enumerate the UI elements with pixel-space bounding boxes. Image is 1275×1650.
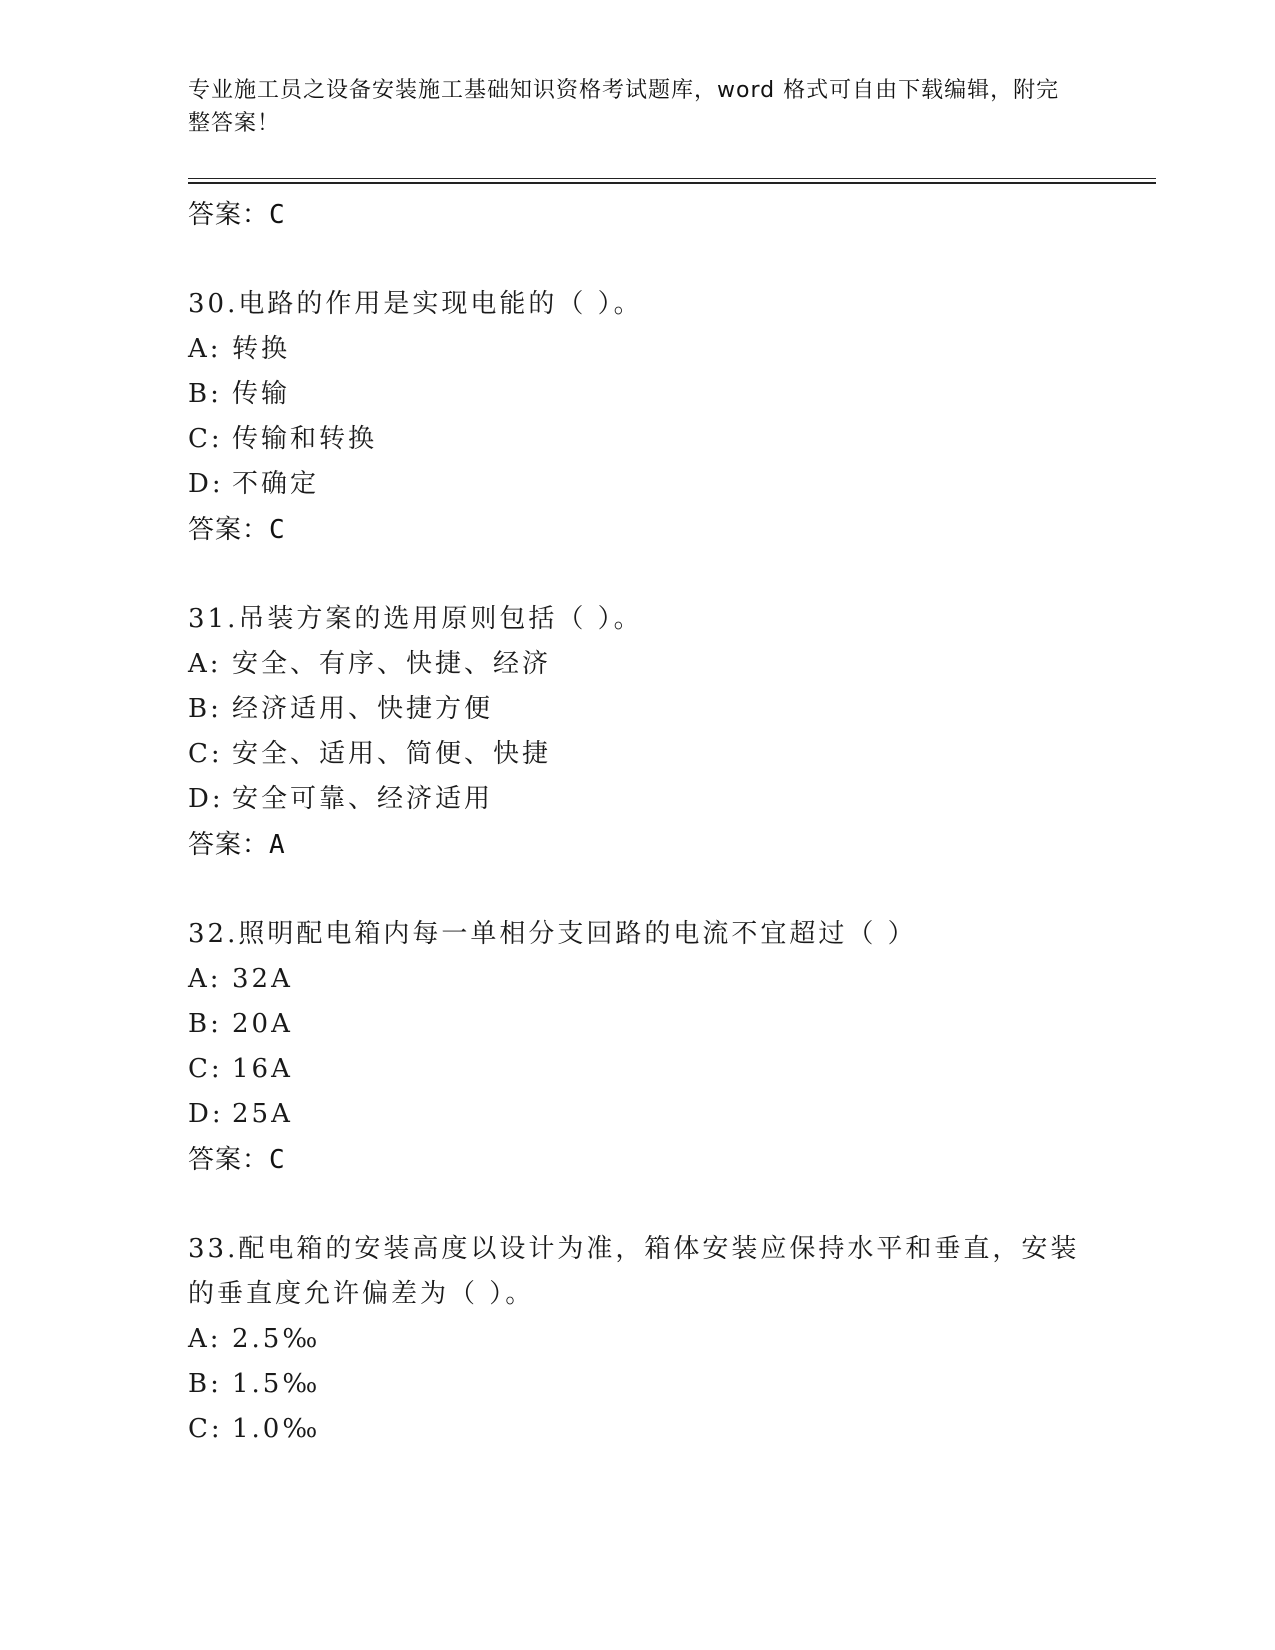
option-letter: D: <box>188 784 224 814</box>
answer-line <box>188 1137 1148 1183</box>
option-letter: D: <box>188 469 224 499</box>
answer-line <box>188 192 1148 238</box>
option-a <box>188 1317 1148 1362</box>
answer-value: C <box>269 515 286 545</box>
answer-value: A <box>269 830 286 860</box>
option-text: 20A <box>232 1009 293 1039</box>
question-stem: 32.照明配电箱内每一单相分支回路的电流不宜超过（ ） <box>188 919 917 949</box>
option-c <box>188 1407 1148 1452</box>
option-text: 2.5‰ <box>232 1324 321 1354</box>
header-divider-thick <box>188 182 1156 184</box>
option-text: 经济适用、快捷方便 <box>232 694 494 724</box>
option-letter: A: <box>188 964 222 994</box>
option-d <box>188 1092 1148 1137</box>
option-text: 传输和转换 <box>232 424 378 454</box>
option-a <box>188 642 1148 687</box>
answer-line <box>188 822 1148 868</box>
option-b <box>188 372 1148 417</box>
option-text: 安全、适用、简便、快捷 <box>232 739 552 769</box>
option-text: 25A <box>232 1099 293 1129</box>
header-divider-thin <box>188 178 1156 179</box>
option-letter: B: <box>188 379 222 409</box>
question-stem: 33.配电箱的安装高度以设计为准，箱体安装应保持水平和垂直，安装的垂直度允许偏差为（ ）。 <box>188 1234 1080 1309</box>
document-header: 专业施工员之设备安装施工基础知识资格考试题库，word 格式可自由下载编辑，附完整答案！ <box>188 78 1060 136</box>
option-text: 传输 <box>232 379 291 409</box>
option-text: 安全、有序、快捷、经济 <box>232 649 552 679</box>
option-letter: B: <box>188 694 222 724</box>
question-block <box>188 912 1148 1183</box>
question-block <box>188 282 1148 553</box>
option-a <box>188 327 1148 372</box>
question-block <box>188 1227 1148 1452</box>
spacer <box>188 238 1148 282</box>
option-c <box>188 417 1148 462</box>
option-b <box>188 687 1148 732</box>
option-text: 16A <box>232 1054 293 1084</box>
option-letter: D: <box>188 1099 224 1129</box>
spacer <box>188 1183 1148 1227</box>
option-letter: C: <box>188 1054 223 1084</box>
option-letter: A: <box>188 649 222 679</box>
question-stem: 30.电路的作用是实现电能的（ ）。 <box>188 289 643 319</box>
option-c <box>188 732 1148 777</box>
option-text: 32A <box>232 964 293 994</box>
answer-value: C <box>269 1145 286 1175</box>
question-list <box>188 192 1148 1452</box>
option-letter: B: <box>188 1009 222 1039</box>
option-letter: C: <box>188 739 223 769</box>
spacer <box>188 553 1148 597</box>
option-b <box>188 1362 1148 1407</box>
answer-label: 答案： <box>188 515 270 545</box>
option-letter: A: <box>188 1324 222 1354</box>
spacer <box>188 868 1148 912</box>
answer-label: 答案： <box>188 830 270 860</box>
option-letter: C: <box>188 1414 223 1444</box>
option-text: 安全可靠、经济适用 <box>232 784 494 814</box>
answer-line <box>188 507 1148 553</box>
option-text: 1.0‰ <box>232 1414 321 1444</box>
question-stem: 31.吊装方案的选用原则包括（ ）。 <box>188 604 643 634</box>
answer-value: C <box>269 200 286 230</box>
option-text: 转换 <box>232 334 291 364</box>
question-block <box>188 597 1148 868</box>
option-a <box>188 957 1148 1002</box>
option-d <box>188 462 1148 507</box>
option-letter: C: <box>188 424 223 454</box>
option-b <box>188 1002 1148 1047</box>
option-letter: B: <box>188 1369 222 1399</box>
option-letter: A: <box>188 334 222 364</box>
option-c <box>188 1047 1148 1092</box>
option-d <box>188 777 1148 822</box>
option-text: 不确定 <box>232 469 320 499</box>
option-text: 1.5‰ <box>232 1369 321 1399</box>
answer-label: 答案： <box>188 1145 270 1175</box>
answer-label: 答案： <box>188 200 270 230</box>
